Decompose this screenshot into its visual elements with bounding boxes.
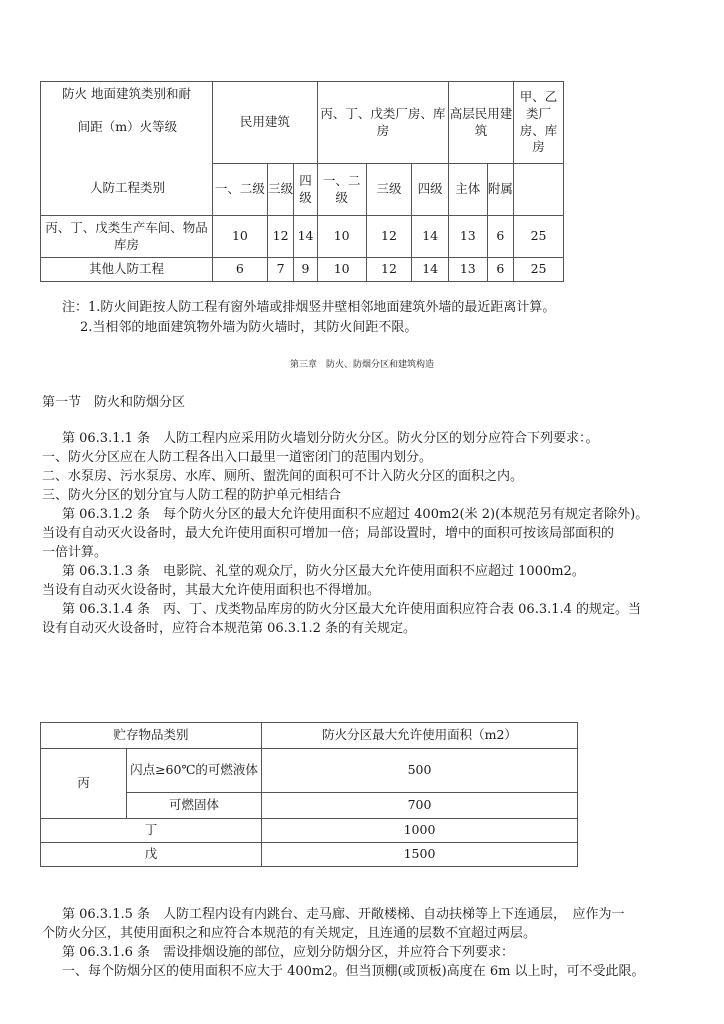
cell-value: 25 [514,216,564,258]
fire-distance-table [40,81,564,282]
cell-value: 14 [412,258,449,282]
cell-value: 500 [262,749,578,793]
paragraph-06-3-1-2-end: 一倍计算。 [42,545,108,560]
note-1: 注：1.防火间距按人防工程有窗外墙或排烟竖井壁相邻地面建筑外墙的最近距离计算。 [62,300,556,315]
group-civil-header: 民用建筑 [212,82,317,164]
row-label: 其他人防工程 [41,258,213,282]
row-label: 可燃固体 [127,793,262,819]
cell-value: 1000 [262,819,578,843]
paragraph-06-3-1-3: 第 06.3.1.3 条 电影院、礼堂的观众厅，防火分区最大允许使用面积不应超过 1000m2。 [62,564,585,579]
sub-factory-1-2: 一、二级 [317,164,366,216]
paragraph-06-3-1-4: 第 06.3.1.4 条 丙、丁、戊类物品库房的防火分区最大允许使用面积应符合表 06.3.1.4 的规定。当 [62,602,642,617]
cell-value: 6 [212,258,267,282]
paragraph-06-3-1-2: 第 06.3.1.2 条 每个防火分区的最大允许使用面积不应超过 400m2(米 2)(本规范另有规定者除外)。 [62,507,649,522]
clause-1: 一、防火分区应在人防工程各出入口最里一道密闭门的范围内划分。 [42,450,433,465]
cell-value: 13 [448,216,487,258]
header-category: 贮存物品类别 [41,723,262,749]
row-label: 闪点≥60℃的可燃液体 [127,749,262,793]
note-2: 2.当相邻的地面建筑物外墙为防火墙时，其防火间距不限。 [80,320,418,335]
sub-highrise-main: 主体 [448,164,487,216]
sub-class-ab-empty [514,164,564,216]
paragraph-06-3-1-5: 第 06.3.1.5 条 人防工程内设有内跳台、走马廊、开敞楼梯、自动扶梯等上下连通层， 应作为一 [62,907,625,922]
clause-smoke-1: 一、每个防烟分区的使用面积不应大于 400m2。但当顶棚(或顶板)高度在 6m 以上时，可不受此限。 [62,964,645,979]
row-label: 丙、丁、戊类生产车间、物品库房 [41,216,213,258]
cell-value: 12 [366,258,412,282]
cell-value: 10 [212,216,267,258]
paragraph-06-3-1-4-cont: 设有自动灭火设备时，应符合本规范第 06.3.1.2 条的有关规定。 [42,621,417,636]
corner-header-cell [41,82,213,216]
row-label: 丁 [41,819,262,843]
corner-line-1: 防火 地面建筑类别和耐 [61,86,191,101]
group-class-ab-header: 甲、乙类厂房、库房 [514,82,564,164]
cell-value: 25 [514,258,564,282]
cell-value: 13 [448,258,487,282]
clause-2: 二、水泵房、污水泵房、水库、厕所、盥洗间的面积可不计入防火分区的面积之内。 [42,469,524,484]
cell-value: 1500 [262,843,578,867]
table-row [41,819,578,843]
paragraph-06-3-1-1: 第 06.3.1.1 条 人防工程内应采用防火墙划分防火分区。防火分区的划分应符合下列要求：。 [62,431,599,446]
sub-factory-4: 四级 [412,164,449,216]
chapter-title: 第三章 防火、防烟分区和建筑构造 [289,360,434,370]
sub-civil-3: 三级 [267,164,293,216]
table-row [41,258,564,282]
category-bing: 丙 [41,749,127,819]
section-title: 第一节 防火和防烟分区 [42,395,186,410]
table-row [41,749,578,793]
group-highrise-header: 高层民用建筑 [448,82,513,164]
corner-line-3: 人防工程类别 [89,179,165,195]
fire-area-table [40,722,578,867]
sub-civil-4: 四级 [294,164,317,216]
cell-value: 14 [294,216,317,258]
header-area: 防火分区最大允许使用面积（m2） [262,723,578,749]
paragraph-06-3-1-2-cont: 当设有自动灭火设备时，最大允许使用面积可增加一倍；局部设置时，增中的面积可按该局部面积的 [42,526,615,541]
cell-value: 9 [294,258,317,282]
table-row [41,216,564,258]
clause-3: 三、防火分区的划分宜与人防工程的防护单元相结合 [42,488,342,503]
paragraph-06-3-1-3-cont: 当设有自动灭火设备时，其最大允许使用面积也不得增加。 [42,583,381,598]
cell-value: 10 [317,258,366,282]
corner-line-2: 间距（m）火等级 [77,118,178,134]
sub-civil-1-2: 一、二级 [212,164,267,216]
cell-value: 14 [412,216,449,258]
cell-value: 6 [487,258,513,282]
row-label: 戊 [41,843,262,867]
cell-value: 12 [267,216,293,258]
sub-factory-3: 三级 [366,164,412,216]
cell-value: 10 [317,216,366,258]
sub-highrise-aux: 附属 [487,164,513,216]
paragraph-06-3-1-6: 第 06.3.1.6 条 需设排烟设施的部位，应划分防烟分区，并应符合下列要求： [62,945,515,960]
paragraph-06-3-1-5-cont: 个防火分区，其使用面积之和应符合本规范的有关规定，且连通的层数不宜超过两层。 [42,926,537,941]
cell-value: 6 [487,216,513,258]
cell-value: 7 [267,258,293,282]
table-row [41,843,578,867]
group-factory-header: 丙、丁、戊类厂房、库房 [317,82,448,164]
cell-value: 700 [262,793,578,819]
cell-value: 12 [366,216,412,258]
